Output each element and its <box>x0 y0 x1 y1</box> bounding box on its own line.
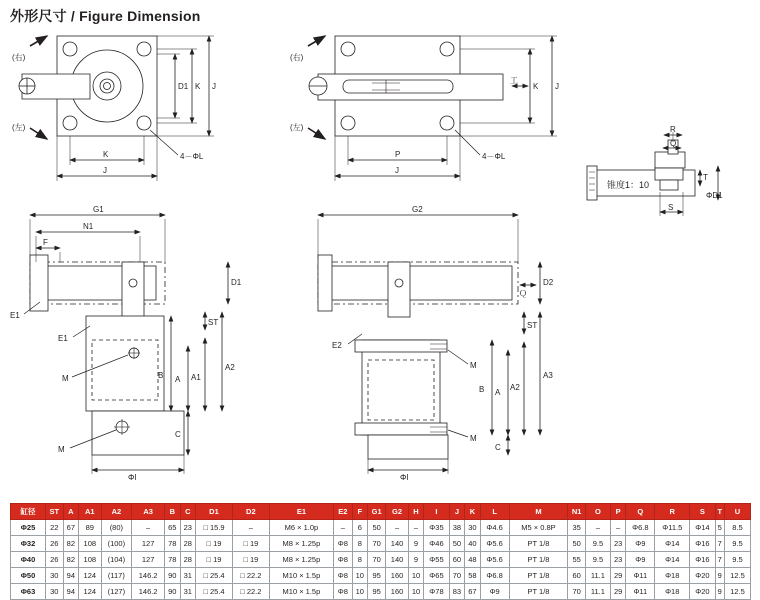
row-bore-label: Φ32 <box>11 536 46 552</box>
svg-text:ΦD1: ΦD1 <box>706 191 723 200</box>
table-cell: □ 19 <box>232 552 269 568</box>
table-cell: □ 19 <box>196 536 233 552</box>
table-cell: (104) <box>101 552 132 568</box>
svg-text:M: M <box>470 361 477 370</box>
table-header-row <box>11 504 751 520</box>
table-cell: PT 1/8 <box>509 552 568 568</box>
table-cell: Φ11.5 <box>655 520 690 536</box>
table-cell: 78 <box>165 552 181 568</box>
table-cell: Φ9 <box>626 552 655 568</box>
svg-text:D1: D1 <box>178 82 189 91</box>
column-header: I <box>424 504 449 520</box>
svg-text:J: J <box>555 82 559 91</box>
table-cell: 9.5 <box>585 536 610 552</box>
svg-text:C: C <box>175 430 181 439</box>
svg-text:Q: Q <box>670 139 677 148</box>
table-cell: 10 <box>352 584 368 600</box>
table-cell: M8 × 1.25p <box>269 552 333 568</box>
table-cell: 10 <box>408 568 424 584</box>
table-cell: 9 <box>715 584 724 600</box>
svg-text:J: J <box>103 166 107 175</box>
column-header: G2 <box>386 504 408 520</box>
svg-text:锥度1：10: 锥度1：10 <box>607 180 650 190</box>
svg-text:A: A <box>175 375 181 384</box>
table-cell: Φ20 <box>690 568 715 584</box>
table-cell: Φ16 <box>690 536 715 552</box>
column-header: R <box>655 504 690 520</box>
row-bore-label: Φ50 <box>11 568 46 584</box>
svg-text:T: T <box>703 173 708 182</box>
table-cell: 160 <box>386 584 408 600</box>
column-header: F <box>352 504 368 520</box>
column-header: M <box>509 504 568 520</box>
svg-text:E2: E2 <box>332 341 342 350</box>
table-cell: Φ6.8 <box>480 568 509 584</box>
column-header: G1 <box>368 504 386 520</box>
table-cell: 29 <box>610 568 626 584</box>
table-cell: 8.5 <box>724 520 750 536</box>
table-cell: 7 <box>715 552 724 568</box>
table-cell: M10 × 1.5p <box>269 568 333 584</box>
table-cell: Φ46 <box>424 536 449 552</box>
svg-text:K: K <box>103 150 109 159</box>
table-row <box>11 552 751 568</box>
svg-text:R: R <box>670 125 676 134</box>
column-header: O <box>585 504 610 520</box>
table-cell: (127) <box>101 584 132 600</box>
svg-text:F: F <box>43 238 48 247</box>
svg-text:(左): (左) <box>12 123 26 132</box>
column-header: U <box>724 504 750 520</box>
svg-text:D2: D2 <box>543 278 554 287</box>
svg-text:A2: A2 <box>510 383 520 392</box>
svg-text:(右): (右) <box>290 53 304 62</box>
table-cell: – <box>132 520 165 536</box>
table-cell: 94 <box>63 568 79 584</box>
table-cell: 70 <box>368 536 386 552</box>
table-cell: 5 <box>715 520 724 536</box>
table-cell: 55 <box>568 552 586 568</box>
table-cell: Φ18 <box>655 584 690 600</box>
table-cell: 82 <box>63 552 79 568</box>
table-cell: 58 <box>465 568 481 584</box>
table-cell: 146.2 <box>132 568 165 584</box>
svg-text:A: A <box>495 388 501 397</box>
svg-text:工: 工 <box>510 76 518 85</box>
table-cell: Φ8 <box>334 584 353 600</box>
svg-text:A1: A1 <box>191 373 201 382</box>
table-cell: 12.5 <box>724 568 750 584</box>
svg-text:J: J <box>395 166 399 175</box>
svg-text:N1: N1 <box>83 222 94 231</box>
table-cell: 65 <box>165 520 181 536</box>
table-cell: 9.5 <box>724 552 750 568</box>
svg-text:4－ΦL: 4－ΦL <box>180 152 204 161</box>
table-cell: □ 19 <box>232 536 269 552</box>
table-cell: Φ8 <box>334 552 353 568</box>
svg-text:B: B <box>158 371 164 380</box>
table-cell: 90 <box>165 568 181 584</box>
table-cell: 10 <box>408 584 424 600</box>
table-cell: 11.1 <box>585 584 610 600</box>
column-header: L <box>480 504 509 520</box>
table-cell: – <box>334 520 353 536</box>
table-cell: 50 <box>368 520 386 536</box>
table-cell: 50 <box>568 536 586 552</box>
table-cell: 9 <box>408 552 424 568</box>
svg-text:G2: G2 <box>412 205 423 214</box>
table-cell: Φ11 <box>626 584 655 600</box>
table-cell: 70 <box>368 552 386 568</box>
table-cell: 140 <box>386 536 408 552</box>
table-cell: 40 <box>465 536 481 552</box>
column-header: 缸径 <box>11 504 46 520</box>
table-cell: 29 <box>610 584 626 600</box>
dimension-table-wrapper <box>10 503 751 600</box>
table-cell: 82 <box>63 536 79 552</box>
table-row <box>11 536 751 552</box>
page-title: 外形尺寸 / Figure Dimension <box>10 8 201 24</box>
table-cell: 10 <box>352 568 368 584</box>
table-cell: □ 19 <box>196 552 233 568</box>
table-cell: 124 <box>79 568 101 584</box>
table-cell: Φ14 <box>655 552 690 568</box>
table-cell: Φ4.6 <box>480 520 509 536</box>
svg-text:ΦI: ΦI <box>400 473 409 482</box>
table-cell: 28 <box>180 536 196 552</box>
svg-text:D1: D1 <box>231 278 242 287</box>
table-cell: 89 <box>79 520 101 536</box>
table-cell: Φ5.6 <box>480 552 509 568</box>
svg-text:M: M <box>62 374 69 383</box>
column-header: A2 <box>101 504 132 520</box>
table-cell: – <box>610 520 626 536</box>
column-header: D1 <box>196 504 233 520</box>
table-cell: Φ9 <box>626 536 655 552</box>
table-cell: 146.2 <box>132 584 165 600</box>
svg-text:(右): (右) <box>12 53 26 62</box>
table-cell: 127 <box>132 552 165 568</box>
table-cell: 160 <box>386 568 408 584</box>
table-cell: 23 <box>610 536 626 552</box>
table-row <box>11 520 751 536</box>
table-cell: 31 <box>180 584 196 600</box>
svg-text:Ｑ: Ｑ <box>519 289 527 298</box>
table-cell: (80) <box>101 520 132 536</box>
table-cell: Φ35 <box>424 520 449 536</box>
table-cell: Φ6.8 <box>626 520 655 536</box>
table-cell: 108 <box>79 552 101 568</box>
table-cell: 7 <box>715 536 724 552</box>
column-header: P <box>610 504 626 520</box>
svg-text:ST: ST <box>527 321 538 330</box>
table-cell: 108 <box>79 536 101 552</box>
table-cell: 60 <box>449 552 465 568</box>
svg-text:B: B <box>479 385 485 394</box>
table-cell: 30 <box>465 520 481 536</box>
table-cell: 23 <box>180 520 196 536</box>
table-cell: M6 × 1.0p <box>269 520 333 536</box>
table-cell: 9.5 <box>724 536 750 552</box>
svg-text:A2: A2 <box>225 363 235 372</box>
table-cell: 90 <box>165 584 181 600</box>
column-header: H <box>408 504 424 520</box>
table-cell: 78 <box>165 536 181 552</box>
column-header: A <box>63 504 79 520</box>
table-cell: 38 <box>449 520 465 536</box>
svg-text:J: J <box>212 82 216 91</box>
table-cell: 12.5 <box>724 584 750 600</box>
table-cell: Φ65 <box>424 568 449 584</box>
column-header: D2 <box>232 504 269 520</box>
table-cell: Φ5.6 <box>480 536 509 552</box>
table-cell: 48 <box>465 552 481 568</box>
svg-text:(左): (左) <box>290 123 304 132</box>
table-cell: □ 22.2 <box>232 568 269 584</box>
svg-text:E1: E1 <box>58 334 68 343</box>
table-row <box>11 568 751 584</box>
svg-text:A3: A3 <box>543 371 553 380</box>
table-row <box>11 584 751 600</box>
table-cell: – <box>408 520 424 536</box>
svg-text:4－ΦL: 4－ΦL <box>482 152 506 161</box>
table-cell: (117) <box>101 568 132 584</box>
table-cell: 9 <box>408 536 424 552</box>
svg-text:G1: G1 <box>93 205 104 214</box>
table-cell: 9 <box>715 568 724 584</box>
svg-text:K: K <box>195 82 201 91</box>
svg-text:C: C <box>495 443 501 452</box>
table-cell: 30 <box>46 584 64 600</box>
svg-text:M: M <box>470 434 477 443</box>
svg-text:P: P <box>395 150 401 159</box>
table-cell: Φ20 <box>690 584 715 600</box>
column-header: B <box>165 504 181 520</box>
dimension-table <box>10 503 751 600</box>
table-cell: 67 <box>465 584 481 600</box>
table-cell: 23 <box>610 552 626 568</box>
table-cell: – <box>585 520 610 536</box>
table-cell: 6 <box>352 520 368 536</box>
column-header: T <box>715 504 724 520</box>
column-header: K <box>465 504 481 520</box>
svg-text:M: M <box>58 445 65 454</box>
table-cell: Φ8 <box>334 568 353 584</box>
table-cell: 67 <box>63 520 79 536</box>
table-cell: □ 22.2 <box>232 584 269 600</box>
table-cell: 11.1 <box>585 568 610 584</box>
table-cell: 50 <box>449 536 465 552</box>
table-cell: Φ8 <box>334 536 353 552</box>
table-cell: M5 × 0.8P <box>509 520 568 536</box>
table-cell: M8 × 1.25p <box>269 536 333 552</box>
table-cell: Φ18 <box>655 568 690 584</box>
row-bore-label: Φ63 <box>11 584 46 600</box>
table-cell: 95 <box>368 584 386 600</box>
table-cell: (100) <box>101 536 132 552</box>
table-cell: 22 <box>46 520 64 536</box>
column-header: A3 <box>132 504 165 520</box>
table-cell: Φ9 <box>480 584 509 600</box>
svg-text:ST: ST <box>208 318 219 327</box>
table-cell: 28 <box>180 552 196 568</box>
column-header: S <box>690 504 715 520</box>
table-cell: M10 × 1.5p <box>269 584 333 600</box>
table-cell: 124 <box>79 584 101 600</box>
table-cell: – <box>386 520 408 536</box>
table-cell: Φ14 <box>655 536 690 552</box>
table-cell: Φ14 <box>690 520 715 536</box>
table-cell: 95 <box>368 568 386 584</box>
table-cell: 127 <box>132 536 165 552</box>
column-header: C <box>180 504 196 520</box>
table-cell: 31 <box>180 568 196 584</box>
column-header: E1 <box>269 504 333 520</box>
table-cell: 60 <box>568 568 586 584</box>
table-cell: 140 <box>386 552 408 568</box>
table-cell: 26 <box>46 536 64 552</box>
svg-text:E1: E1 <box>10 311 20 320</box>
table-cell: 94 <box>63 584 79 600</box>
column-header: J <box>449 504 465 520</box>
column-header: N1 <box>568 504 586 520</box>
table-cell: 26 <box>46 552 64 568</box>
table-cell: Φ16 <box>690 552 715 568</box>
table-cell: 35 <box>568 520 586 536</box>
table-cell: 8 <box>352 552 368 568</box>
table-cell: PT 1/8 <box>509 584 568 600</box>
table-cell: PT 1/8 <box>509 536 568 552</box>
svg-text:S: S <box>668 203 674 212</box>
svg-text:ΦI: ΦI <box>128 473 137 482</box>
table-cell: 30 <box>46 568 64 584</box>
table-cell: □ 15.9 <box>196 520 233 536</box>
table-cell: PT 1/8 <box>509 568 568 584</box>
column-header: Q <box>626 504 655 520</box>
column-header: E2 <box>334 504 353 520</box>
svg-text:K: K <box>533 82 539 91</box>
table-cell: □ 25.4 <box>196 568 233 584</box>
table-cell: Φ78 <box>424 584 449 600</box>
table-cell: 70 <box>449 568 465 584</box>
row-bore-label: Φ25 <box>11 520 46 536</box>
table-cell: □ 25.4 <box>196 584 233 600</box>
table-body <box>11 520 751 600</box>
table-cell: 8 <box>352 536 368 552</box>
column-header: A1 <box>79 504 101 520</box>
table-cell: – <box>232 520 269 536</box>
table-cell: 70 <box>568 584 586 600</box>
column-header: ST <box>46 504 64 520</box>
table-cell: 9.5 <box>585 552 610 568</box>
table-cell: 83 <box>449 584 465 600</box>
row-bore-label: Φ40 <box>11 552 46 568</box>
table-cell: Φ11 <box>626 568 655 584</box>
table-cell: Φ55 <box>424 552 449 568</box>
